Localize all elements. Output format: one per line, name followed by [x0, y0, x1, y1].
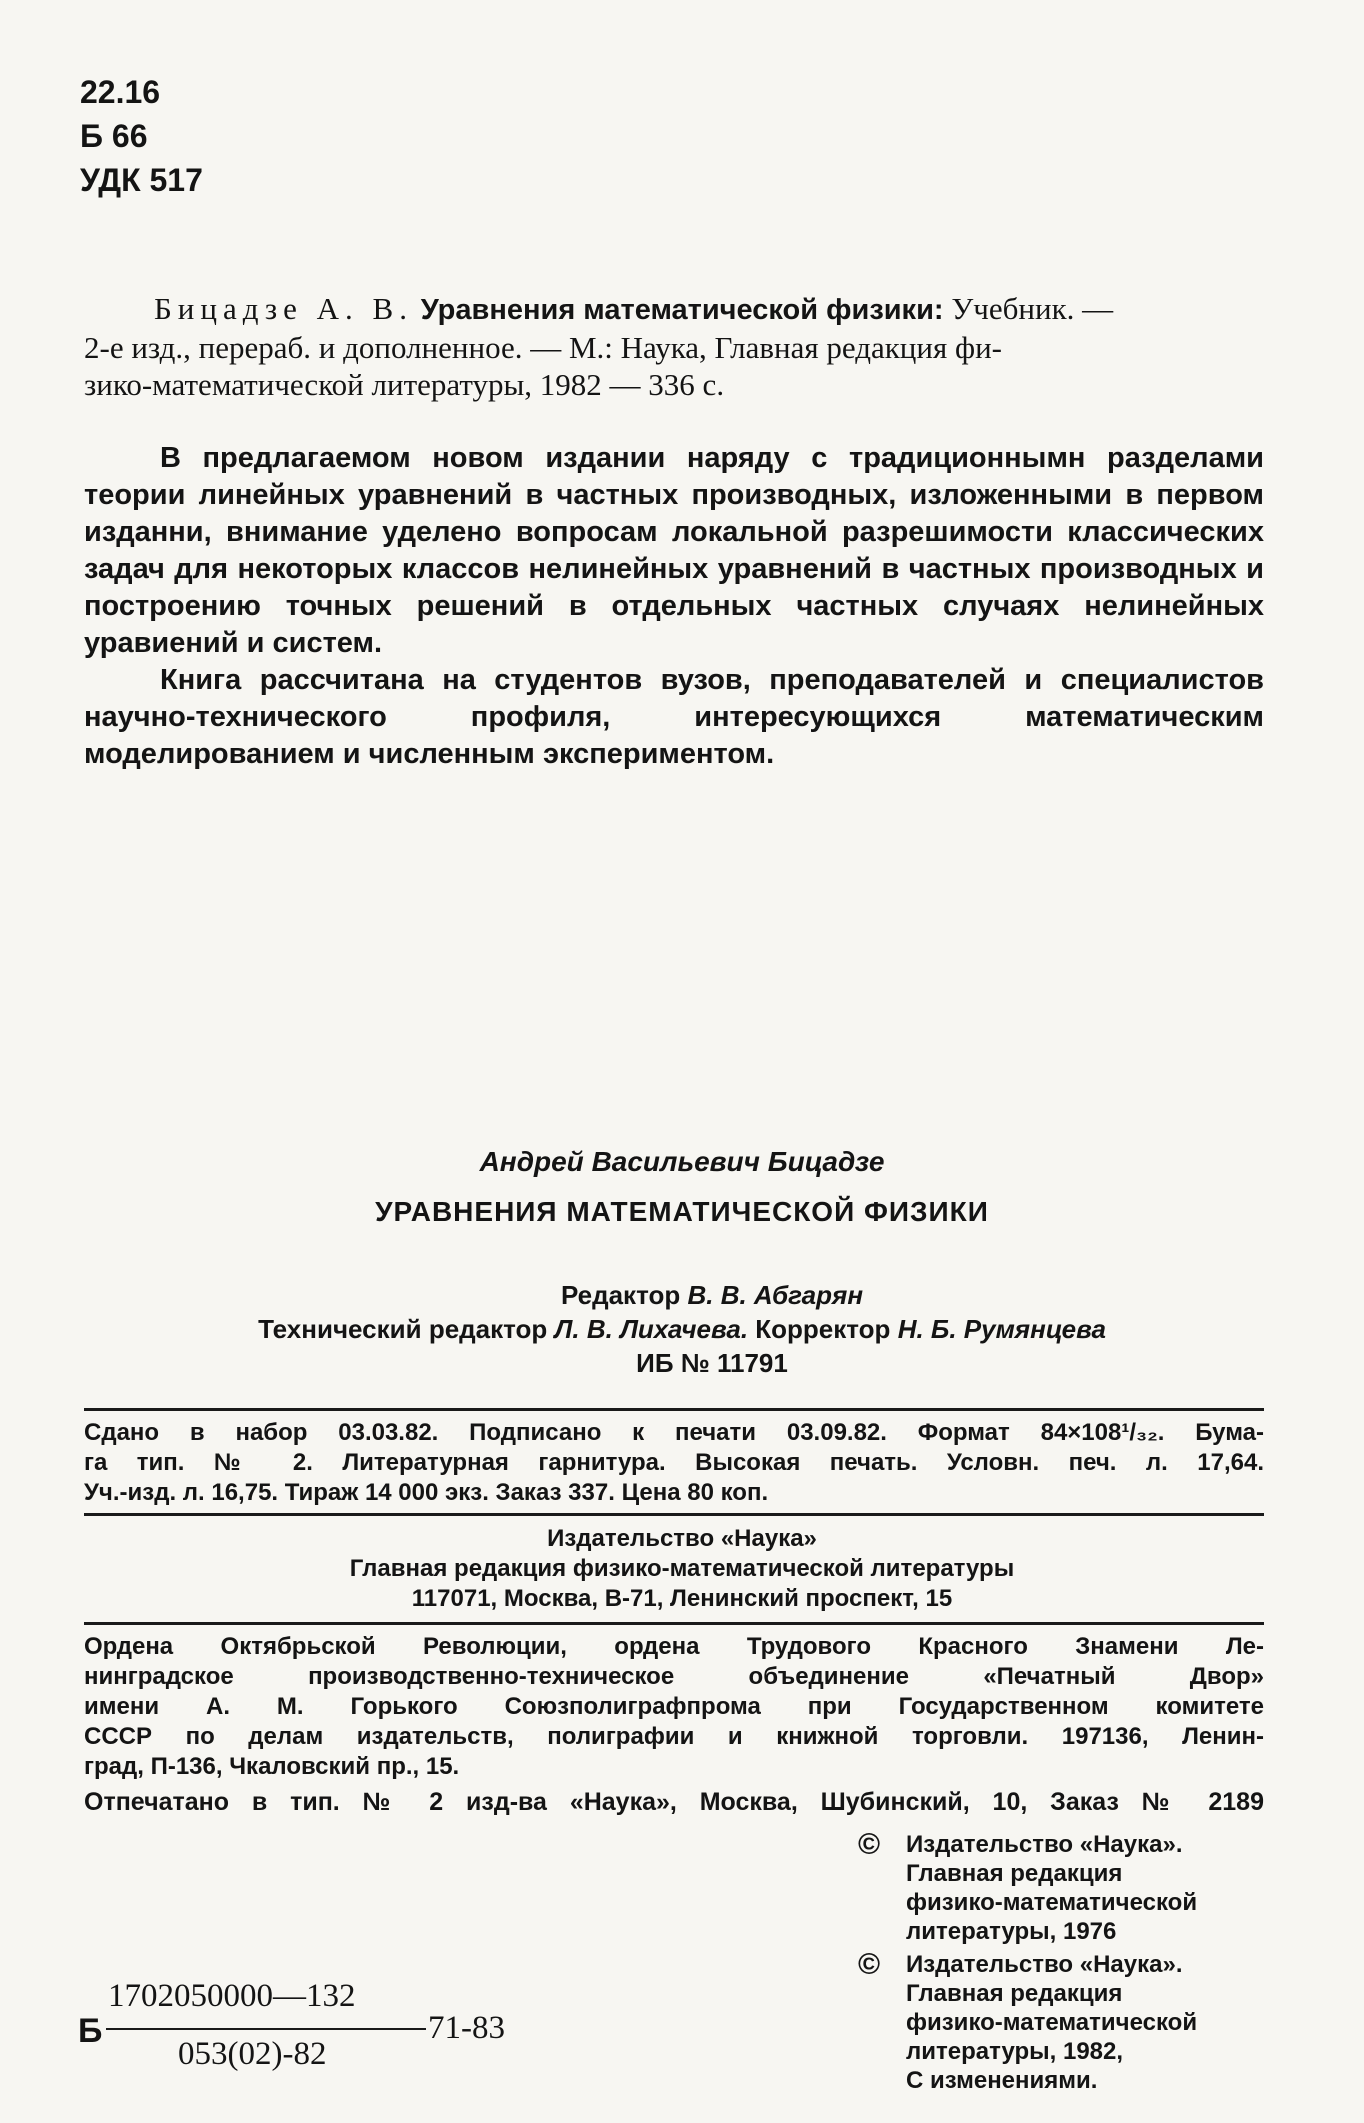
bibliographic-citation: [84, 290, 1264, 403]
author-mark: Б 66: [80, 118, 148, 154]
corrector-label: Корректор: [755, 1314, 891, 1344]
classifier-block: [80, 70, 203, 202]
editor-label: Редактор: [560, 1280, 681, 1310]
bbk-code: 22.16: [80, 74, 161, 110]
copyright-icon: ©: [858, 1948, 881, 1981]
printer-line-1: Ордена Октябрьской Революции, ордена Трудового Красного Знамени Ле-: [84, 1633, 1264, 1660]
abstract: [84, 440, 1264, 773]
code-denominator: 053(02)-82: [178, 2036, 327, 2072]
imprint-title: УРАВНЕНИЯ МАТЕМАТИЧЕСКОЙ ФИЗИКИ: [375, 1196, 989, 1227]
copyright-line: литературы, 1976: [906, 1918, 1117, 1945]
publisher-address: 117071, Москва, В-71, Ленинский проспект, 15: [411, 1585, 953, 1612]
copyright-1982: [858, 1950, 1258, 2095]
code-numerator: 1702050000—132: [108, 1978, 356, 2014]
code-suffix: 71-83: [428, 2010, 505, 2046]
abstract-paragraph-2: Книга рассчитана на студентов вузов, преподавателей и специалистов научно-технического профиля, интересующихся математическим моделированием и численным экспериментом.: [84, 664, 1264, 770]
copyright-1976: [858, 1830, 1258, 1946]
catalog-code: [78, 1978, 518, 2098]
fraction-bar: [106, 2028, 426, 2030]
printer-line-3: имени А. М. Горького Союзполиграфпрома при Государственном комитете: [84, 1693, 1264, 1720]
printed-at: Отпечатано в тип. № 2 изд-ва «Наука», Москва, Шубинский, 10, Заказ № 2189: [84, 1788, 1264, 1816]
divider-3: [84, 1622, 1264, 1625]
corrector-name: Н. Б. Румянцева: [897, 1314, 1106, 1344]
copyright-line: физико-математической: [906, 1889, 1198, 1916]
copyright-block: [858, 1830, 1258, 2095]
copyright-line: С изменениями.: [906, 2067, 1098, 2094]
printer-line-5: град, П-136, Чкаловский пр., 15.: [84, 1753, 460, 1780]
printer-block: [84, 1632, 1264, 1782]
divider-2: [84, 1513, 1264, 1516]
publisher-dept: Главная редакция физико-математической литературы: [349, 1555, 1015, 1582]
print-data-line-3: Уч.-изд. л. 16,75. Тираж 14 000 экз. Заказ 337. Цена 80 коп.: [84, 1479, 769, 1506]
copyright-line: Главная редакция: [906, 1860, 1123, 1887]
copyright-line: Главная редакция: [906, 1980, 1123, 2007]
copyright-line: физико-математической: [906, 2009, 1198, 2036]
publisher-name: Издательство «Наука»: [547, 1525, 817, 1552]
copyright-line: Издательство «Наука».: [906, 1831, 1183, 1858]
ib-number: ИБ № 11791: [636, 1348, 788, 1378]
citation-line-2: 2-е изд., перераб. и дополненное. — М.: Наука, Главная редакция фи-: [84, 330, 1002, 365]
tech-editor-name: Л. В. Лихачева.: [554, 1314, 749, 1344]
citation-line-3: зико-математической литературы, 1982 — 336 с.: [84, 367, 725, 402]
copyright-icon: ©: [858, 1828, 881, 1861]
imprint-staff: [0, 1278, 1364, 1380]
print-data: [84, 1418, 1264, 1508]
printer-line-2: нинградское производственно-техническое объединение «Печатный Двор»: [84, 1663, 1264, 1690]
copyright-line: литературы, 1982,: [906, 2038, 1124, 2065]
citation-title: Уравнения математической физики:: [420, 294, 944, 326]
citation-author: Бицадзе А. В.: [154, 291, 413, 326]
copyright-line: Издательство «Наука».: [906, 1951, 1183, 1978]
publisher-block: [0, 1524, 1364, 1614]
editor-name: В. В. Абгарян: [687, 1280, 864, 1310]
tech-editor-label: Технический редактор: [258, 1314, 548, 1344]
udc-code: УДК 517: [80, 162, 203, 198]
abstract-paragraph-1: В предлагаемом новом издании наряду с традиционнымн разделами теории линейных уравнений в частных производных, изложенными в первом изданни, внимание уделено вопросам локальной разрешимости классических задач для некоторых классов нелинейных уравнений в частных производных и построению точных решений в отдельных частных случаях нелинейных уравиений и систем.: [84, 442, 1264, 659]
printer-line-4: СССР по делам издательств, полиграфии и книжной торговли. 197136, Ленин-: [84, 1723, 1264, 1750]
print-data-line-1: Сдано в набор 03.03.82. Подписано к печати 03.09.82. Формат 84×108¹/₃₂. Бума-: [84, 1419, 1264, 1446]
citation-rest: Учебник. —: [951, 291, 1114, 326]
imprint-author: Андрей Васильевич Бицадзе: [479, 1146, 885, 1177]
code-letter: Б: [78, 2012, 103, 2050]
divider-1: [84, 1408, 1264, 1411]
print-data-line-2: га тип. № 2. Литературная гарнитура. Высокая печать. Условн. печ. л. 17,64.: [84, 1449, 1264, 1476]
